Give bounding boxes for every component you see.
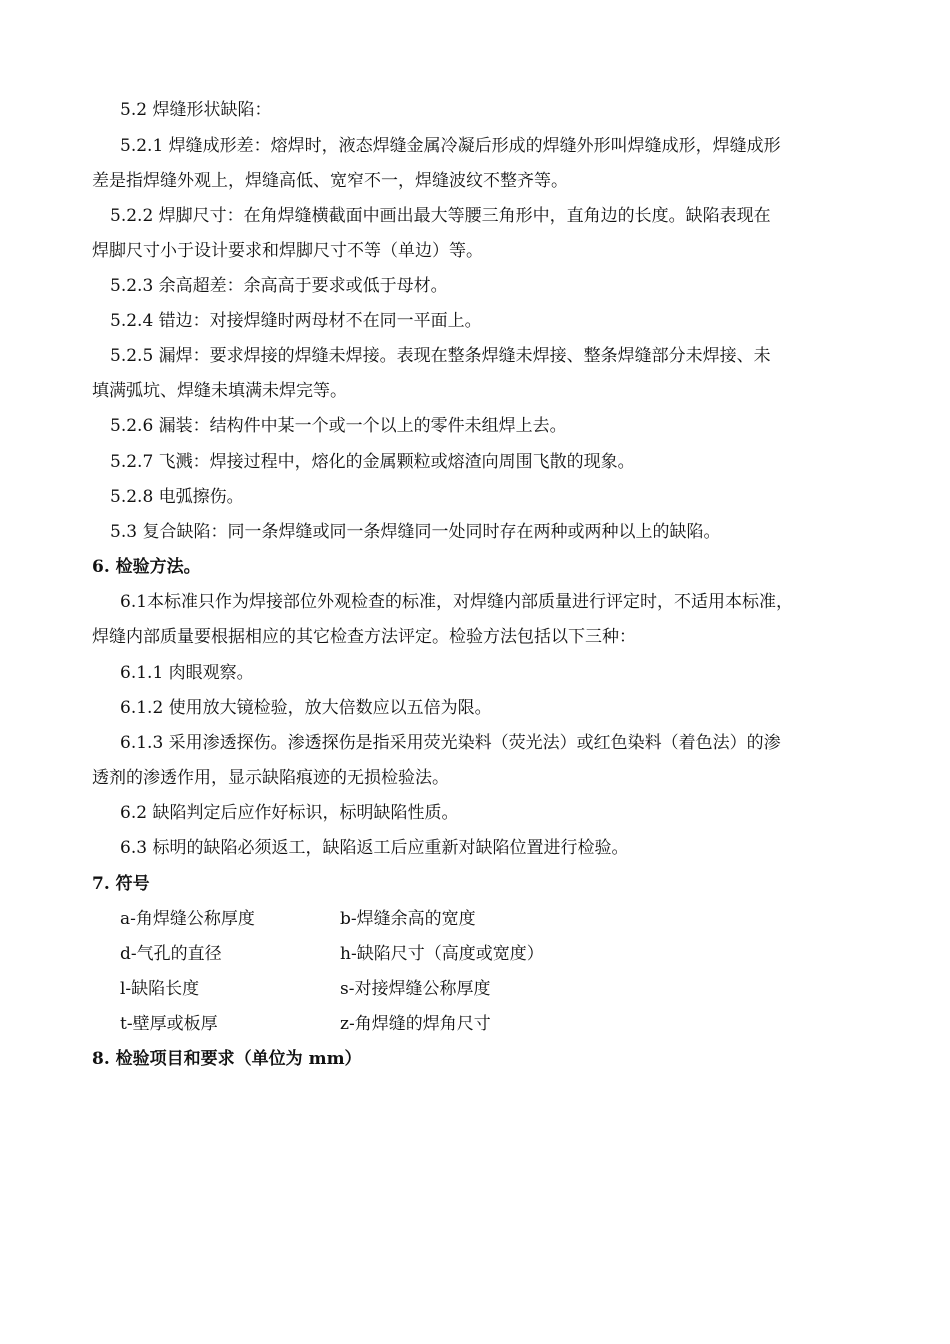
paragraph-5-2-5-line2: 填满弧坑、焊缝未填满未焊完等。	[92, 381, 347, 401]
paragraph-5-2-6: 5.2.6 漏装：结构件中某一个或一个以上的零件未组焊上去。	[110, 416, 567, 436]
heading-6: 6. 检验方法。	[92, 557, 201, 577]
paragraph-6-1-3-line2: 透剂的渗透作用，显示缺陷痕迹的无损检验法。	[92, 768, 449, 788]
paragraph-6-1-3-line1: 6.1.3 采用渗透探伤。渗透探伤是指采用荧光染料（荧光法）或红色染料（着色法）的渗	[120, 733, 781, 753]
symbol-a: a-角焊缝公称厚度	[120, 909, 255, 929]
paragraph-6-1-line1: 6.1本标准只作为焊接部位外观检查的标准，对焊缝内部质量进行评定时，不适用本标准，	[120, 592, 794, 612]
paragraph-6-1-2: 6.1.2 使用放大镜检验，放大倍数应以五倍为限。	[120, 698, 492, 718]
symbol-l: l-缺陷长度	[120, 979, 200, 999]
paragraph-6-1-1: 6.1.1 肉眼观察。	[120, 663, 254, 683]
paragraph-5-2-4: 5.2.4 错边：对接焊缝时两母材不在同一平面上。	[110, 311, 482, 331]
symbol-h: h-缺陷尺寸（高度或宽度）	[340, 944, 544, 964]
symbol-d: d-气孔的直径	[120, 944, 222, 964]
heading-7: 7. 符号	[92, 874, 150, 894]
paragraph-5-3: 5.3 复合缺陷：同一条焊缝或同一条焊缝同一处同时存在两种或两种以上的缺陷。	[110, 522, 721, 542]
paragraph-5-2-3: 5.2.3 余高超差：余高高于要求或低于母材。	[110, 276, 448, 296]
paragraph-6-3: 6.3 标明的缺陷必须返工，缺陷返工后应重新对缺陷位置进行检验。	[120, 838, 629, 858]
section-5-2-title: 5.2 焊缝形状缺陷：	[120, 100, 272, 120]
heading-8: 8. 检验项目和要求（单位为 mm）	[92, 1049, 362, 1069]
paragraph-5-2-2-line2: 焊脚尺寸小于设计要求和焊脚尺寸不等（单边）等。	[92, 241, 483, 261]
paragraph-5-2-7: 5.2.7 飞溅：焊接过程中，熔化的金属颗粒或熔渣向周围飞散的现象。	[110, 452, 635, 472]
symbol-b: b-焊缝余高的宽度	[340, 909, 476, 929]
symbol-z: z-角焊缝的焊角尺寸	[340, 1014, 491, 1034]
paragraph-6-1-line2: 焊缝内部质量要根据相应的其它检查方法评定。检验方法包括以下三种：	[92, 627, 636, 647]
paragraph-5-2-2-line1: 5.2.2 焊脚尺寸：在角焊缝横截面中画出最大等腰三角形中，直角边的长度。缺陷表现在	[110, 206, 771, 226]
symbol-s: s-对接焊缝公称厚度	[340, 979, 491, 999]
paragraph-5-2-1-line2: 差是指焊缝外观上，焊缝高低、宽窄不一，焊缝波纹不整齐等。	[92, 171, 568, 191]
paragraph-5-2-8: 5.2.8 电弧擦伤。	[110, 487, 244, 507]
paragraph-5-2-1-line1: 5.2.1 焊缝成形差：熔焊时，液态焊缝金属冷凝后形成的焊缝外形叫焊缝成形，焊缝成形	[120, 136, 781, 156]
symbol-t: t-壁厚或板厚	[120, 1014, 218, 1034]
paragraph-6-2: 6.2 缺陷判定后应作好标识，标明缺陷性质。	[120, 803, 459, 823]
paragraph-5-2-5-line1: 5.2.5 漏焊：要求焊接的焊缝未焊接。表现在整条焊缝未焊接、整条焊缝部分未焊接、未	[110, 346, 771, 366]
